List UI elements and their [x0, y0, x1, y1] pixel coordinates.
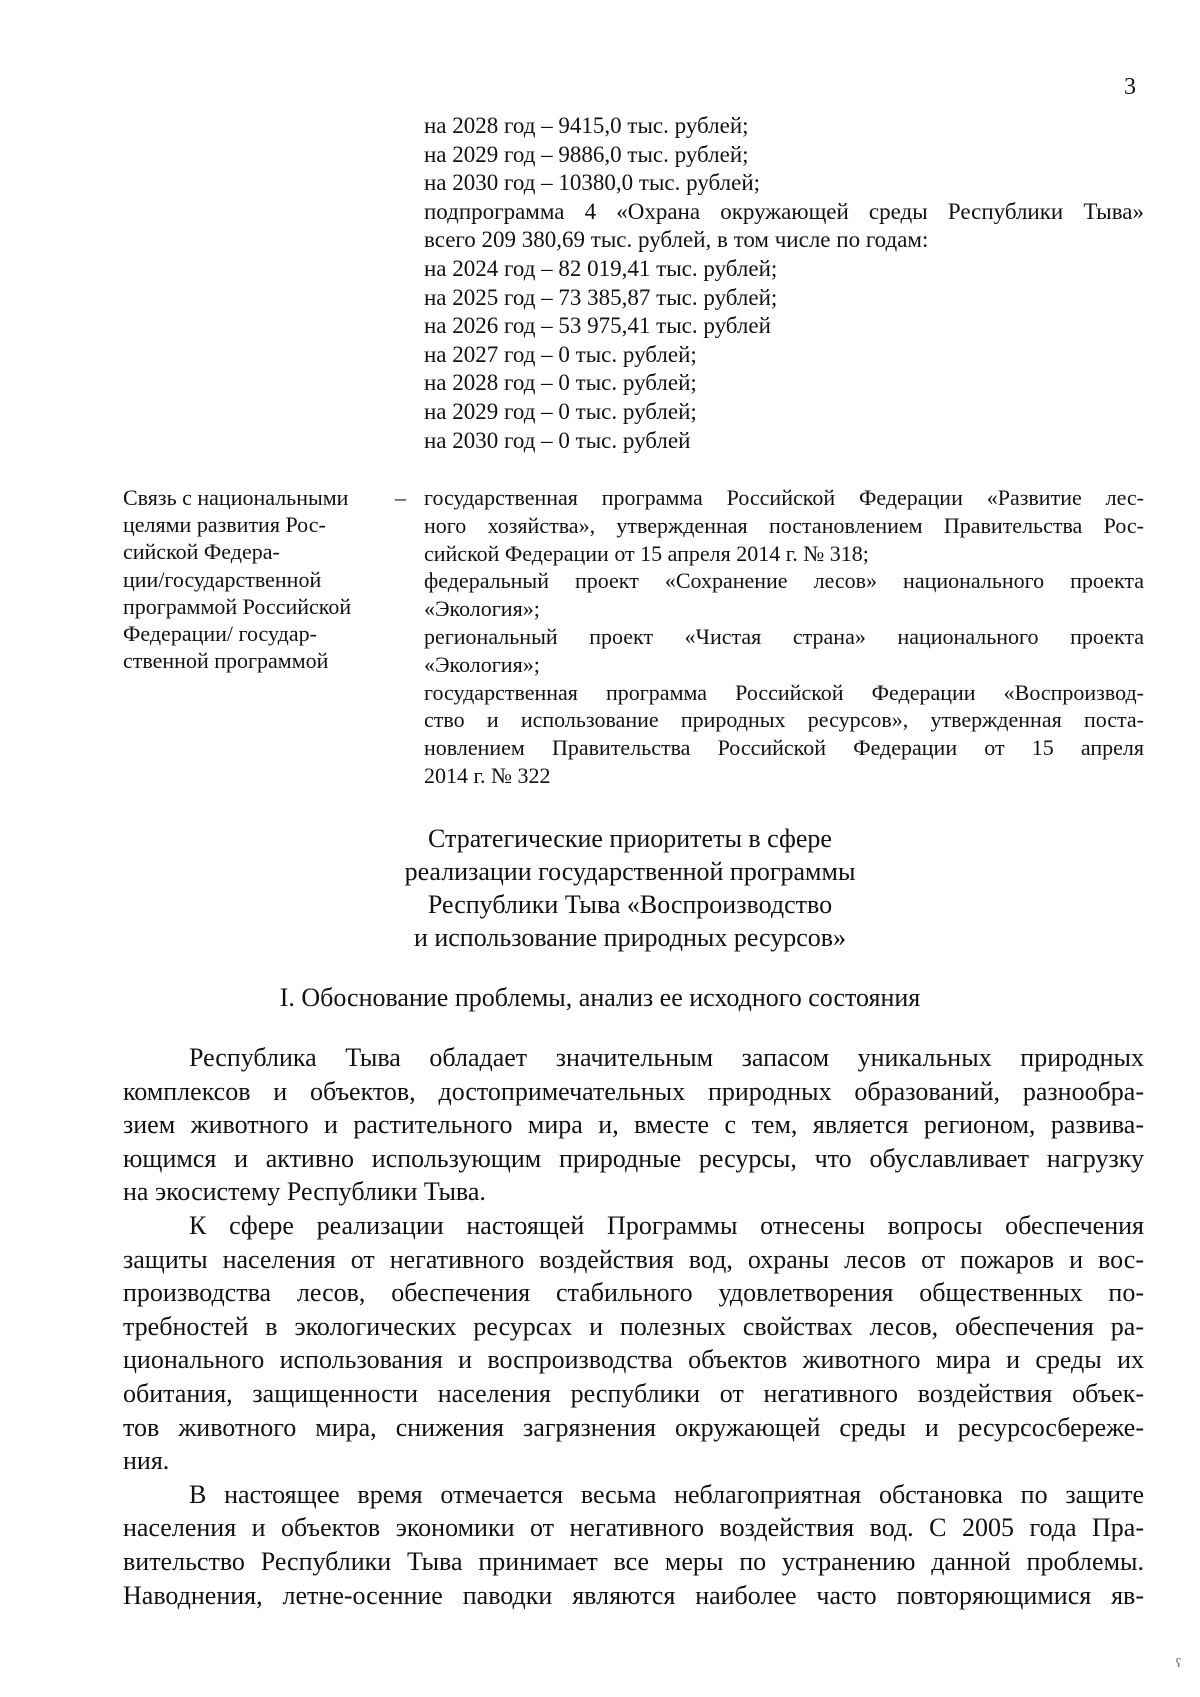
- funding-line: на 2030 год – 0 тыс. рублей: [424, 427, 691, 453]
- label-line: Связь с национальными: [123, 485, 349, 510]
- section-title: [300, 822, 960, 954]
- body-line: на экосистему Республики Тыва.: [123, 1177, 486, 1207]
- body-line: требностей в экологических ресурсах и полезных свойствах лесов, обеспечения ра-: [123, 1311, 1144, 1341]
- label-line: программой Российской: [123, 593, 352, 619]
- link-line: 2014 г. № 322: [424, 762, 551, 788]
- subprogram-title: подпрограмма 4 «Охрана окружающей среды Республики Тыва»: [424, 198, 1144, 224]
- funding-line: на 2028 год – 9415,0 тыс. рублей;: [424, 113, 749, 138]
- section-title-line: Стратегические приоритеты в сфере: [428, 824, 832, 853]
- scan-mark-icon: ˁ: [1176, 1655, 1181, 1677]
- funding-line: на 2026 год – 53 975,41 тыс. рублей: [424, 313, 771, 339]
- funding-line: на 2024 год – 82 019,41 тыс. рублей;: [424, 255, 778, 281]
- national-goals-value: [424, 484, 1144, 790]
- link-line: новлением Правительства Российской Федерации от 15 апреля: [424, 735, 1144, 761]
- link-line: федеральный проект «Сохранение лесов» национального проекта: [424, 568, 1144, 594]
- funding-line: на 2025 год – 73 385,87 тыс. рублей;: [424, 284, 778, 310]
- body-text: [123, 1041, 1144, 1612]
- body-line: обитания, защищенности населения республики от негативного воздействия объек-: [123, 1378, 1144, 1408]
- national-goals-label: [123, 484, 385, 674]
- body-line: населения и объектов экономики от негативного воздействия вод. С 2005 года Пра-: [123, 1513, 1144, 1543]
- label-line: ции/государственной: [123, 566, 322, 592]
- funding-line: на 2028 год – 0 тыс. рублей;: [424, 370, 697, 396]
- body-line: тов животного мира, снижения загрязнения окружающей среды и ресурсосбереже-: [123, 1412, 1144, 1442]
- link-line: «Экология»;: [424, 596, 540, 622]
- body-line: Республика Тыва обладает значительным запасом уникальных природных: [189, 1043, 1144, 1072]
- body-line: ционального использования и воспроизводства объектов животного мира и среды их: [123, 1345, 1144, 1375]
- body-line: вительство Республики Тыва принимает все меры по устранению данной проблемы.: [123, 1546, 1144, 1576]
- link-line: государственная программа Российской Федерации «Воспроизвод-: [424, 679, 1144, 705]
- link-line: государственная программа Российской Федерации «Развитие лес-: [424, 485, 1144, 510]
- body-line: комплексов и объектов, достопримечательных природных образований, разнообра-: [123, 1076, 1144, 1106]
- funding-block: [424, 112, 1144, 455]
- section-title-line: Республики Тыва «Воспроизводство: [427, 890, 833, 919]
- body-line: ния.: [123, 1446, 170, 1476]
- funding-line: на 2027 год – 0 тыс. рублей;: [424, 341, 697, 367]
- page-number: 3: [1124, 74, 1136, 100]
- link-line: сийской Федерации от 15 апреля 2014 г. № 318;: [424, 540, 869, 566]
- label-line: ственной программой: [123, 648, 329, 674]
- link-line: региональный проект «Чистая страна» национального проекта: [424, 623, 1144, 649]
- body-line: зием животного и растительного мира и, вместе с тем, является регионом, развива-: [123, 1110, 1144, 1140]
- funding-line: на 2030 год – 10380,0 тыс. рублей;: [424, 170, 761, 196]
- body-line: Наводнения, летне-осенние паводки являются наиболее часто повторяющимися яв-: [123, 1580, 1144, 1610]
- body-line: ющимся и активно использующим природные ресурсы, что обуславливает нагрузку: [123, 1143, 1144, 1173]
- body-line: защиты населения от негативного воздействия вод, охраны лесов от пожаров и вос-: [123, 1244, 1144, 1274]
- funding-total: всего 209 380,69 тыс. рублей, в том числе по годам:: [424, 227, 929, 253]
- label-dash: –: [395, 485, 406, 510]
- link-line: «Экология»;: [424, 651, 540, 677]
- section-title-line: реализации государственной программы: [404, 857, 856, 886]
- label-line: сийской Федера-: [123, 539, 280, 565]
- body-line: производства лесов, обеспечения стабильного удовлетворения общественных по-: [123, 1278, 1144, 1308]
- label-line: целями развития Рос-: [123, 512, 326, 538]
- section-title-line: и использование природных ресурсов»: [413, 923, 847, 952]
- label-line: Федерации/ государ-: [123, 620, 317, 646]
- chapter-heading: I. Обоснование проблемы, анализ ее исходного состояния: [279, 983, 921, 1012]
- link-line: ного хозяйства», утвержденная постановлением Правительства Рос-: [424, 512, 1144, 538]
- funding-line: на 2029 год – 0 тыс. рублей;: [424, 398, 697, 424]
- funding-line: на 2029 год – 9886,0 тыс. рублей;: [424, 141, 749, 167]
- body-line: К сфере реализации настоящей Программы отнесены вопросы обеспечения: [189, 1210, 1144, 1240]
- body-line: В настоящее время отмечается весьма неблагоприятная обстановка по защите: [189, 1479, 1144, 1509]
- link-line: ство и использование природных ресурсов», утвержденная поста-: [424, 707, 1144, 733]
